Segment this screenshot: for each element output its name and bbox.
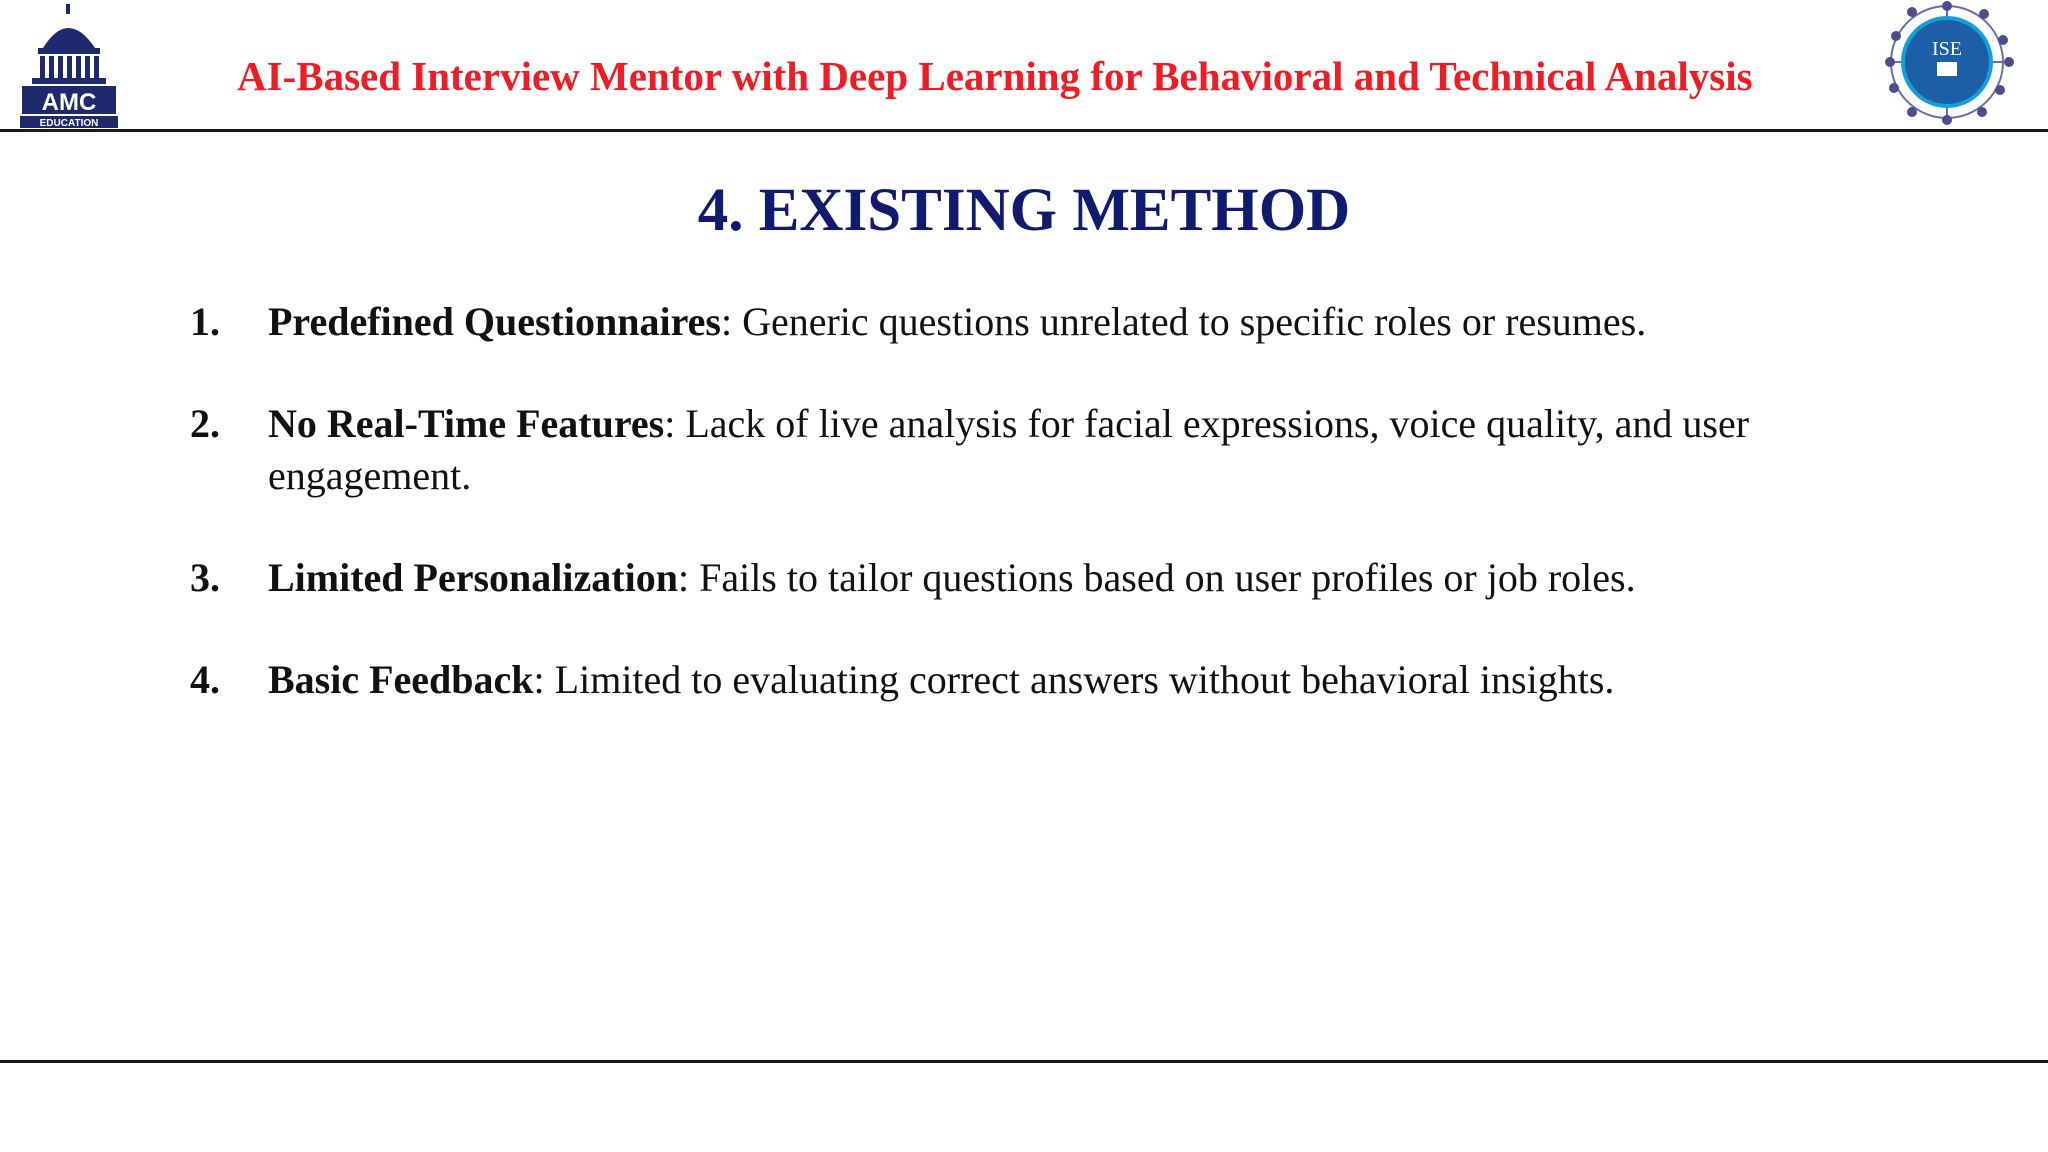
ise-logo bbox=[1884, 0, 2018, 126]
section-title: 4. EXISTING METHOD bbox=[697, 177, 1351, 244]
list-item bbox=[190, 398, 1910, 502]
item-term: Basic Feedback bbox=[268, 657, 534, 702]
amc-education-logo bbox=[18, 4, 120, 128]
item-term: Limited Personalization bbox=[268, 555, 678, 600]
list-item bbox=[190, 654, 1910, 706]
method-list bbox=[190, 296, 1910, 756]
amc-logo-subtext: EDUCATION bbox=[39, 118, 99, 128]
item-description: : Fails to tailor questions based on user profiles or job roles. bbox=[677, 555, 1636, 600]
amc-logo-text: AMC bbox=[41, 89, 97, 116]
item-description: : Limited to evaluating correct answers without behavioral insights. bbox=[533, 657, 1615, 702]
item-number: 3. bbox=[190, 555, 220, 600]
footer-divider bbox=[0, 1060, 2048, 1063]
item-number: 4. bbox=[190, 657, 220, 702]
item-number: 2. bbox=[190, 401, 220, 446]
item-term: Predefined Questionnaires bbox=[268, 299, 721, 344]
presentation-title: AI-Based Interview Mentor with Deep Learning for Behavioral and Technical Analysis bbox=[237, 53, 1753, 99]
header-divider bbox=[0, 129, 2048, 132]
list-item bbox=[190, 296, 1910, 348]
ise-network-icon bbox=[1884, 0, 2018, 126]
item-description: : Generic questions unrelated to specific roles or resumes. bbox=[720, 299, 1647, 344]
list-item bbox=[190, 552, 1910, 604]
item-number: 1. bbox=[190, 299, 220, 344]
ise-logo-text: ISE bbox=[1932, 38, 1962, 60]
amc-dome-icon bbox=[18, 4, 120, 128]
item-term: No Real-Time Features bbox=[268, 401, 665, 446]
item-description: : Lack of live analysis for facial expressions, voice quality, and user engagement. bbox=[268, 401, 1750, 498]
